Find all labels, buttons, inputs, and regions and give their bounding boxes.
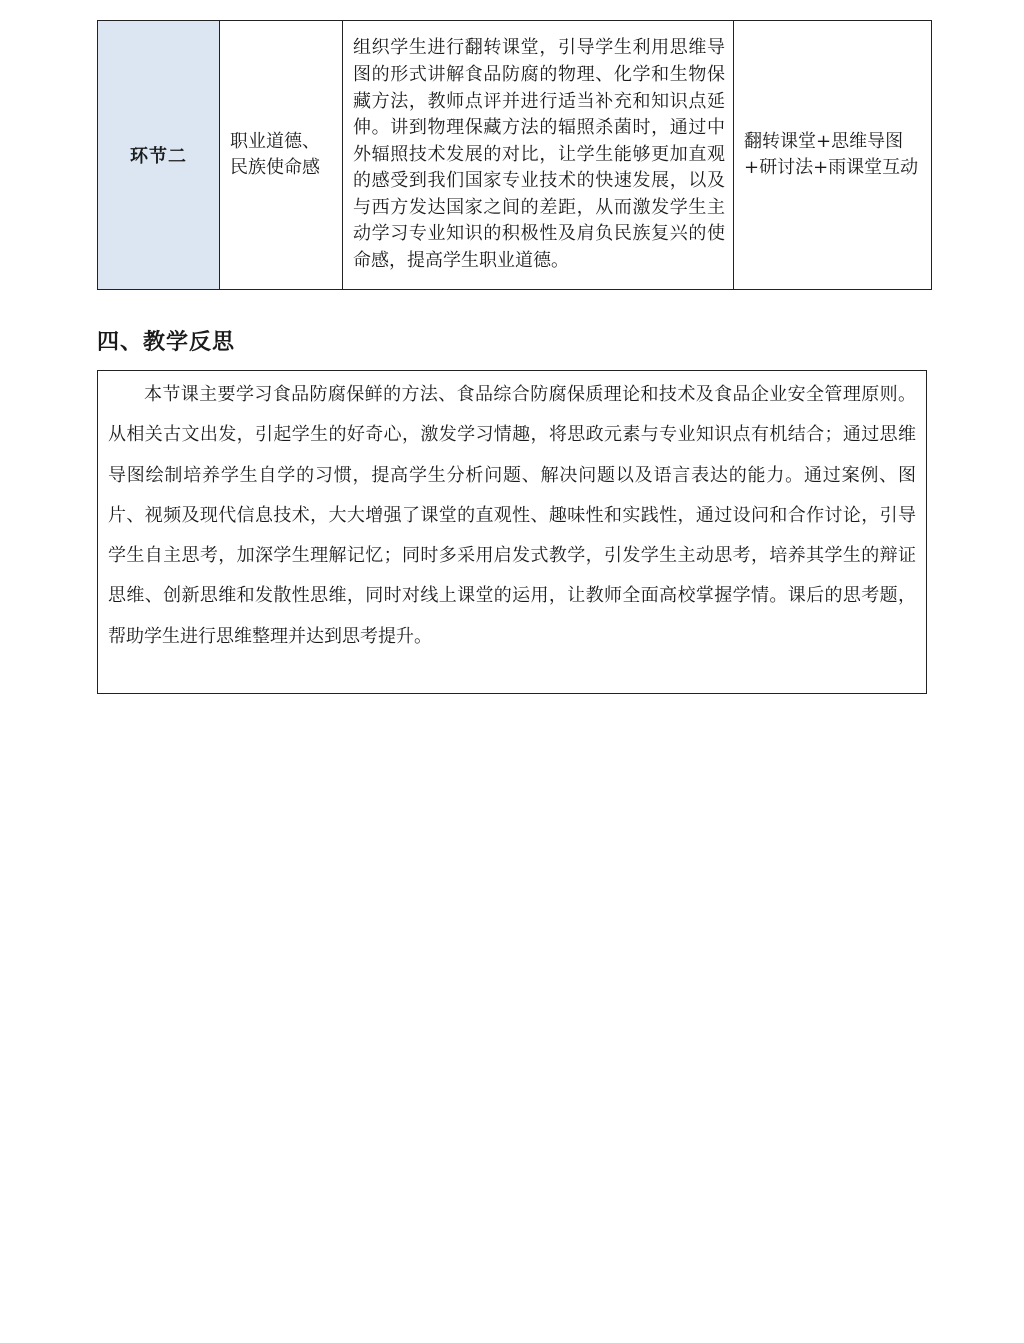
theme-cell — [220, 21, 343, 290]
table-row — [98, 21, 932, 290]
section-heading: 四、教学反思 — [97, 330, 236, 355]
content-cell — [343, 21, 734, 290]
method-text: 翻转课堂+思维导图+研讨法+雨课堂互动 — [744, 131, 919, 178]
theme-text: 职业道德、民族使命感 — [230, 131, 320, 178]
stage-cell — [98, 21, 220, 290]
stage-label: 环节二 — [130, 146, 187, 167]
reflection-box — [97, 370, 927, 694]
lesson-table — [97, 20, 932, 290]
method-cell — [734, 21, 932, 290]
reflection-paragraph: 本节课主要学习食品防腐保鲜的方法、食品综合防腐保质理论和技术及食品企业安全管理原则。从相关古文出发，引起学生的好奇心，激发学习情趣，将思政元素与专业知识点有机结合；通过思维导图绘制培养学生自学的习惯，提高学生分析问题、解决问题以及语言表达的能力。通过案例、图片、视频及现代信息技术，大大增强了课堂的直观性、趣味性和实践性，通过设问和合作讨论，引导学生自主思考，加深学生理解记忆；同时多采用启发式教学，引发学生主动思考，培养其学生的辩证思维、创新思维和发散性思维，同时对线上课堂的运用，让教师全面高校掌握学情。课后的思考题，帮助学生进行思维整理并达到思考提升。 — [108, 384, 916, 647]
content-text: 组织学生进行翻转课堂，引导学生利用思维导图的形式讲解食品防腐的物理、化学和生物保藏方法，教师点评并进行适当补充和知识点延伸。讲到物理保藏方法的辐照杀菌时，通过中外辐照技术发展的对比，让学生能够更加直观的感受到我们国家专业技术的快速发展，以及与西方发达国家之间的差距，从而激发学生主动学习专业知识的积极性及肩负民族复兴的使命感，提高学生职业道德。 — [353, 37, 725, 272]
